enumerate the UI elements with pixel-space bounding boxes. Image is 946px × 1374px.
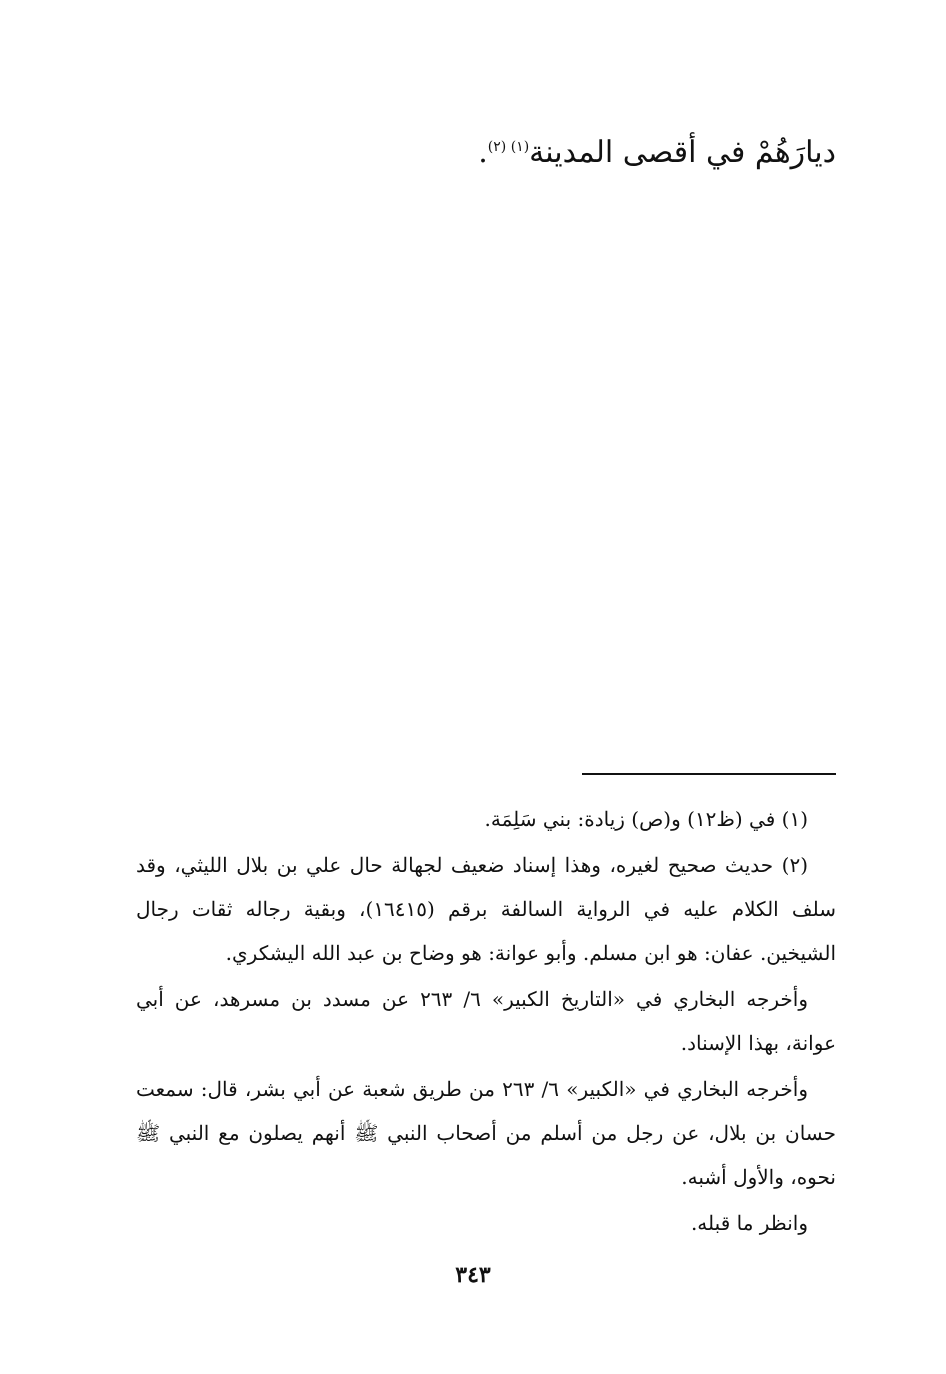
footnote-2-paragraph-3: وأخرجه البخاري في «الكبير» ٦/ ٢٦٣ من طريق شعبة عن أبي بشر، قال: سمعت حسان بن بلال، عن رجل من أسلم من أصحاب النبي ﷺ أنهم يصلون مع النبي ﷺ نحوه، والأول أشبه. [136, 1077, 836, 1189]
main-text-body: ديارَهُمْ في أقصى المدينة [529, 135, 836, 170]
footnotes [136, 797, 836, 1247]
main-text [116, 128, 836, 178]
main-text-end: . [478, 135, 488, 170]
footnote-2-paragraph-2: وأخرجه البخاري في «التاريخ الكبير» ٦/ ٢٦٣ عن مسدد بن مسرهد، عن أبي عوانة، بهذا الإسناد. [136, 987, 836, 1055]
page-number: ٣٤٣ [455, 1262, 491, 1288]
footnote-2-paragraph-4: وانظر ما قبله. [690, 1211, 808, 1235]
footnote-1: (١) في (ظ١٢) و(ص) زيادة: بني سَلِمَة. [484, 807, 808, 831]
footnote-references: (١) (٢) [487, 139, 530, 155]
footnote-2: (٢) حديث صحيح لغيره، وهذا إسناد ضعيف لجهالة حال علي بن بلال الليثي، وقد سلف الكلام عليه في الرواية السالفة برقم (١٦٤١٥)، وبقية رجاله ثقات رجال الشيخين. عفان: هو ابن مسلم. وأبو عوانة: هو وضاح بن عبد الله اليشكري. [136, 853, 836, 965]
footnote-separator [582, 773, 836, 775]
